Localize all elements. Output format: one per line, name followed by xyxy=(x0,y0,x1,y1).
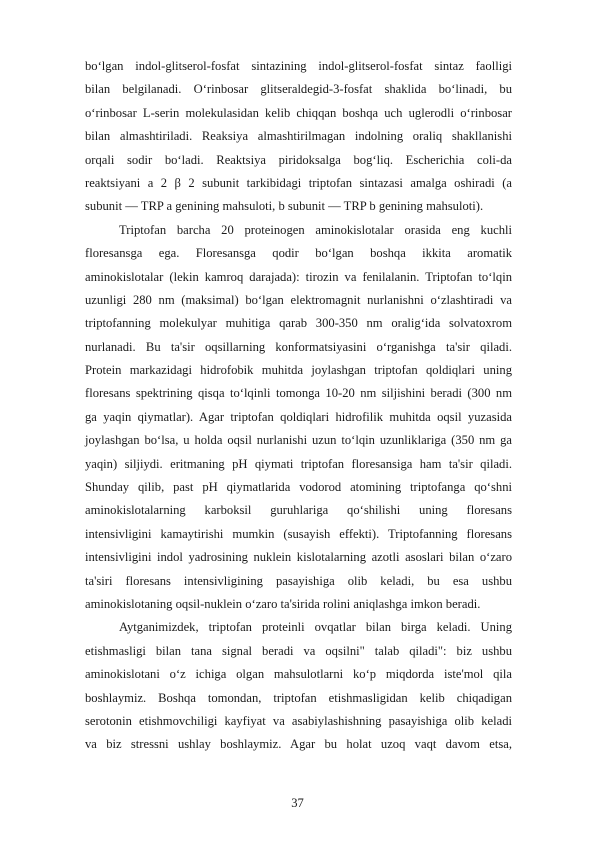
text-line: o‘rinbosar L-serin molekulasidan kelib chiqqan boshqa uch uglerodli o‘rinbosar xyxy=(85,105,512,120)
text-line: ga yaqin qiymatlar). Agar triptofan qoldiqlari hidrofilik muhitda oqsil yuzasida xyxy=(85,409,512,424)
text-line: floresansga ega. Floresansga qodir bo‘lgan boshqa ikkita aromatik xyxy=(85,246,512,261)
text-line: Triptofan barcha 20 proteinogen aminokislotalar orasida eng kuchli xyxy=(119,222,512,237)
text-line: aminokislotalar (lekin kamroq darajada): tirozin va fenilalanin. Triptofan to‘lqin xyxy=(85,269,512,284)
text-line: ta'siri floresans intensivligining pasayishiga olib keladi, bu esa ushbu xyxy=(85,573,512,588)
text-line: uzunligi 280 nm (maksimal) bo‘lgan elektromagnit nurlanishni o‘zlashtiradi va xyxy=(85,292,512,307)
text-line: floresans spektrining qisqa to‘lqinli tomonga 10-20 nm siljishini beradi (300 nm xyxy=(85,386,512,401)
text-line: aminokislotani o‘z ichiga olgan mahsulotlarni ko‘p miqdorda iste'mol qila xyxy=(85,667,512,682)
text-line: intensivligini kamaytirishi mumkin (susayish effekti). Triptofanning floresans xyxy=(85,526,512,541)
text-line: nurlanadi. Bu ta'sir oqsillarning konformatsiyasini o‘rganishga ta'sir qiladi. xyxy=(85,339,512,354)
text-line: aminokislotaning oqsil-nuklein o‘zaro ta'sirida rolini aniqlashga imkon beradi. xyxy=(85,596,481,611)
text-line: triptofanning molekulyar muhitiga qarab 300-350 nm oralig‘ida solvatoxrom xyxy=(85,316,512,331)
text-line: yaqin) siljiydi. eritmaning pH qiymati triptofan floresansiga ham ta'sir qiladi. xyxy=(85,456,512,471)
page-number: 37 xyxy=(291,796,304,810)
text-line: Aytganimizdek, triptofan proteinli ovqatlar bilan birga keladi. Uning xyxy=(119,620,512,635)
text-line: intensivligini indol yadrosining nuklein kislotalarning azotli asoslari bilan o‘zaro xyxy=(85,550,512,565)
text-line: reaktsiyani a 2 β 2 subunit tarkibidagi triptofan sintazasi amalga oshiradi (a xyxy=(85,175,512,190)
body-text xyxy=(85,55,512,757)
text-line: bilan almashtiriladi. Reaksiya almashtirilmagan indolning oraliq shakllanishi xyxy=(85,129,512,144)
text-line: Shunday qilib, past pH qiymatlarida vodorod atomining triptofanga qo‘shni xyxy=(85,480,512,495)
text-line: joylashgan bo‘lsa, u holda oqsil nurlanishi uzun to‘lqin uzunliklariga (350 nm ga xyxy=(85,433,512,448)
text-line: bilan belgilanadi. O‘rinbosar glitseraldegid-3-fosfat shaklida bo‘linadi, bu xyxy=(85,82,512,97)
text-line: orqali sodir bo‘ladi. Reaktsiya piridoksalga bog‘liq. Escherichia coli-da xyxy=(85,152,512,167)
text-line: etishmasligi bilan tana signal beradi va oqsilni" talab qiladi": biz ushbu xyxy=(85,643,512,658)
text-line: aminokislotalarning karboksil guruhlariga qo‘shilishi uning floresans xyxy=(85,503,512,518)
text-line: Protein markazidagi hidrofobik muhitda joylashgan triptofan qoldiqlari uning xyxy=(85,363,512,378)
text-line: bo‘lgan indol-glitserol-fosfat sintazining indol-glitserol-fosfat sintaz faolligi xyxy=(85,59,512,73)
text-line: boshlaymiz. Boshqa tomondan, triptofan etishmasligidan kelib chiqadigan xyxy=(85,690,512,705)
text-line: subunit — TRP a genining mahsuloti, b subunit — TRP b genining mahsuloti). xyxy=(85,199,484,214)
text-line: serotonin etishmovchiligi kayfiyat va asabiylashishning pasayishiga olib keladi xyxy=(85,713,512,728)
text-line: va biz stressni ushlay boshlaymiz. Agar bu holat uzoq vaqt davom etsa, xyxy=(85,737,512,752)
